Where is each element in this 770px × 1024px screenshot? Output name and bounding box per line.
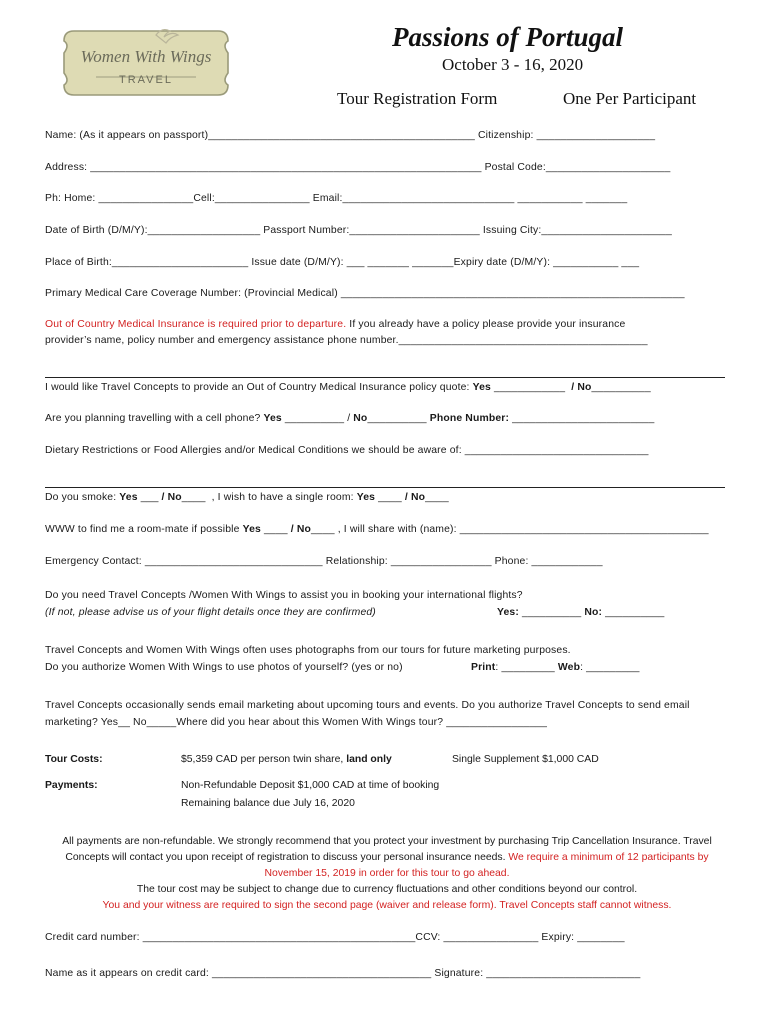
- smoke-yes-blank[interactable]: ___: [137, 492, 162, 503]
- cell-yes: Yes: [263, 413, 282, 424]
- roommate-yes: Yes: [242, 524, 261, 535]
- balance-text: Remaining balance due July 16, 2020: [181, 798, 355, 809]
- insurance-quote-no-blank[interactable]: __________: [591, 382, 651, 393]
- flights-answer[interactable]: [497, 607, 664, 618]
- smoke-no-blank[interactable]: ____: [181, 492, 209, 503]
- cell-phone-label: Phone Number:: [429, 413, 510, 424]
- cell-phone-blank[interactable]: ________________________: [509, 413, 655, 424]
- credit-card-field[interactable]: Credit card number: ______________________________________________CCV: ________________ Expiry: ________: [45, 932, 625, 943]
- logo-brand-text: Women With Wings: [80, 47, 212, 66]
- single-supplement: Single Supplement $1,000 CAD: [452, 754, 599, 765]
- email-marketing-text: Travel Concepts occasionally sends email marketing about upcoming tours and events. Do you authorize Travel Concepts to send email: [45, 700, 690, 711]
- photos-print-blank[interactable]: : _________: [495, 662, 558, 673]
- insurance-extra-line[interactable]: [45, 377, 725, 378]
- payments-label: Payments:: [45, 780, 98, 791]
- phone-email-field[interactable]: Ph: Home: ________________Cell:________________ Email:_____________________________ ___________ _______: [45, 193, 628, 204]
- separator: /: [290, 524, 297, 535]
- flights-yes: Yes:: [497, 607, 519, 618]
- roommate-no: No: [296, 524, 311, 535]
- smoke-no: No: [167, 492, 182, 503]
- photos-web: Web: [557, 662, 581, 673]
- insurance-policy-text: If you already have a policy please provide your insurance: [346, 319, 626, 330]
- tour-price: [181, 754, 392, 765]
- smoke-question: Do you smoke:: [45, 492, 120, 503]
- insurance-quote-yes-blank[interactable]: ____________: [490, 382, 569, 393]
- separator: /: [568, 382, 578, 393]
- flights-no-blank[interactable]: __________: [602, 607, 665, 618]
- single-yes-blank[interactable]: ____: [375, 492, 405, 503]
- address-field[interactable]: Address: __________________________________________________________________ Postal Code:_____________________: [45, 162, 671, 173]
- card-name-signature-field[interactable]: Name as it appears on credit card: _____________________________________ Signature: __________________________: [45, 968, 641, 979]
- photos-question: Do you authorize Women With Wings to use photos of yourself? (yes or no): [45, 662, 403, 673]
- medical-coverage-field[interactable]: Primary Medical Care Coverage Number: (Provincial Medical) __________________________________________________________: [45, 288, 685, 299]
- cell-no: No: [353, 413, 368, 424]
- currency-notice: The tour cost may be subject to change due to currency fluctuations and other conditions beyond our control.: [136, 884, 638, 895]
- insurance-required-red: Out of Country Medical Insurance is required prior to departure.: [45, 319, 347, 330]
- minimum-participants-notice: We require a minimum of 12 participants by November 15, 2019 in order for this tour to go ahead.: [264, 852, 709, 879]
- roommate-no-blank[interactable]: ____: [310, 524, 338, 535]
- photos-answer[interactable]: [471, 662, 640, 673]
- tour-title: Passions of Portugal: [392, 22, 624, 52]
- tour-costs-label: Tour Costs:: [45, 754, 103, 765]
- photos-print: Print: [471, 662, 496, 673]
- insurance-quote-label: I would like Travel Concepts to provide an Out of Country Medical Insurance policy quote:: [45, 382, 473, 393]
- separator: /: [404, 492, 411, 503]
- land-only: land only: [346, 754, 392, 765]
- share-with-field[interactable]: , I will share with (name): __________________________________________: [337, 524, 709, 535]
- insurance-quote-no: No: [577, 382, 592, 393]
- tour-price-text: $5,359 CAD per person twin share,: [181, 754, 347, 765]
- roommate-yes-blank[interactable]: ____: [260, 524, 291, 535]
- cell-question: Are you planning travelling with a cell phone?: [45, 413, 264, 424]
- payment-notice: [40, 834, 734, 882]
- photos-web-blank[interactable]: : _________: [580, 662, 640, 673]
- single-no: No: [410, 492, 426, 503]
- smoke-yes: Yes: [119, 492, 138, 503]
- flights-yes-blank[interactable]: __________: [518, 607, 585, 618]
- per-participant-note: One Per Participant: [563, 89, 697, 108]
- email-marketing-field[interactable]: marketing? Yes__ No_____Where did you hear about this Women With Wings tour? _________________: [45, 717, 548, 728]
- insurance-required-text: [45, 319, 625, 330]
- tour-dates: October 3 - 16, 2020: [442, 55, 584, 74]
- deposit-text: Non-Refundable Deposit $1,000 CAD at time of booking: [181, 780, 440, 791]
- dietary-extra-line[interactable]: [45, 487, 725, 488]
- single-room-question: , I wish to have a single room:: [208, 492, 357, 503]
- insurance-quote-yes: Yes: [472, 382, 491, 393]
- women-with-wings-logo: [60, 23, 232, 103]
- witness-notice: You and your witness are required to sign the second page (waiver and release form). Travel Concepts staff cannot witness.: [102, 900, 672, 911]
- payment-notice-text: All payments are non-refundable. We strongly recommend that you protect your investment by purchasing Trip Cancellation Insurance. Travel Concepts will contact you upon receipt of registration to discuss your personal insurance needs.: [62, 836, 712, 863]
- insurance-quote-field[interactable]: [45, 382, 651, 393]
- photos-info: Travel Concepts and Women With Wings often uses photographs from our tours for future marketing purposes.: [45, 645, 571, 656]
- smoke-room-field[interactable]: [45, 492, 449, 503]
- dietary-field[interactable]: Dietary Restrictions or Food Allergies and/or Medical Conditions we should be aware of: _______________________________: [45, 445, 649, 456]
- passport-name-field[interactable]: Name: (As it appears on passport)_____________________________________________ Citizenship: ____________________: [45, 130, 656, 141]
- cell-phone-field[interactable]: [45, 413, 654, 424]
- flights-question: Do you need Travel Concepts /Women With Wings to assist you in booking your international flights?: [45, 590, 523, 601]
- roommate-question: WWW to find me a room-mate if possible: [45, 524, 243, 535]
- roommate-field[interactable]: [45, 524, 709, 535]
- emergency-contact-field[interactable]: Emergency Contact: ______________________________ Relationship: _________________ Phone: ____________: [45, 556, 603, 567]
- separator: /: [161, 492, 168, 503]
- logo-travel-text: TRAVEL: [119, 74, 173, 86]
- insurance-provider-field[interactable]: provider’s name, policy number and emergency assistance phone number.__________________________________________: [45, 335, 648, 346]
- single-yes: Yes: [356, 492, 376, 503]
- cell-yes-blank[interactable]: __________ /: [281, 413, 354, 424]
- birthplace-issue-field[interactable]: Place of Birth:_______________________ Issue date (D/M/Y): ___ _______ _______Expiry date (D/M/Y): ___________ ___: [45, 257, 640, 268]
- form-name: Tour Registration Form: [337, 89, 498, 108]
- birth-passport-field[interactable]: Date of Birth (D/M/Y):___________________ Passport Number:______________________ Issuing City:______________________: [45, 225, 672, 236]
- single-no-blank[interactable]: ____: [425, 492, 449, 503]
- flights-no: No:: [584, 607, 603, 618]
- cell-no-blank[interactable]: __________: [367, 413, 430, 424]
- flights-note: (If not, please advise us of your flight details once they are confirmed): [45, 607, 376, 618]
